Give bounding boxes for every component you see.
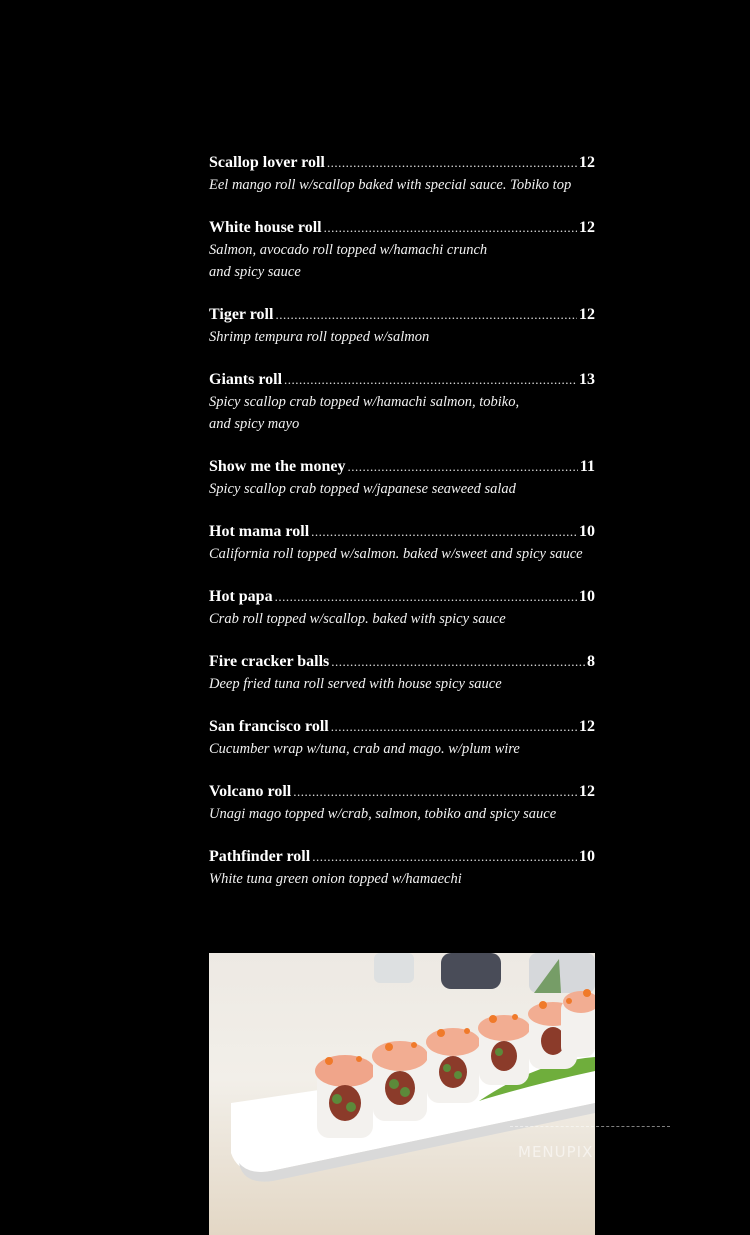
- dot-leader: [347, 456, 577, 478]
- menu-item-description: Cucumber wrap w/tuna, crab and mago. w/plum wire: [209, 741, 520, 757]
- menu-item-header: [209, 651, 595, 673]
- menu-item-price: 12: [579, 154, 595, 171]
- sushi-illustration: [209, 953, 595, 1235]
- menu-list: [209, 152, 595, 911]
- dot-leader: [275, 586, 577, 608]
- menu-item-description: Deep fried tuna roll served with house spicy sauce: [209, 676, 502, 692]
- menu-item: [209, 716, 595, 760]
- dot-leader: [331, 716, 577, 738]
- menu-item-header: [209, 369, 595, 391]
- menu-item-header: [209, 781, 595, 803]
- dot-leader: [311, 521, 577, 543]
- menu-item-price: 10: [579, 523, 595, 540]
- menu-item-header: [209, 586, 595, 608]
- menu-item-header: [209, 217, 595, 239]
- sushi-photo: [209, 953, 595, 1235]
- menu-item-price: 12: [579, 718, 595, 735]
- dot-leader: [324, 217, 577, 239]
- menu-item: [209, 456, 595, 500]
- dot-leader: [284, 369, 577, 391]
- menu-item-price: 10: [579, 588, 595, 605]
- menu-item-price: 13: [579, 371, 595, 388]
- menu-item-name: Pathfinder roll: [209, 848, 311, 865]
- menu-item-description: California roll topped w/salmon. baked w/sweet and spicy sauce: [209, 546, 583, 562]
- menu-item: [209, 521, 595, 565]
- menu-item-description: Spicy scallop crab topped w/japanese seaweed salad: [209, 481, 516, 497]
- menu-item-header: [209, 304, 595, 326]
- menu-item-name: White house roll: [209, 219, 322, 236]
- menu-item-name: Scallop lover roll: [209, 154, 325, 171]
- menu-item-name: Fire cracker balls: [209, 653, 330, 670]
- menu-item-description: White tuna green onion topped w/hamaechi: [209, 871, 462, 887]
- menu-item-name: San francisco roll: [209, 718, 329, 735]
- menu-item-description: Spicy scallop crab topped w/hamachi salmon, tobiko, and spicy mayo: [209, 394, 520, 432]
- menu-item-name: Hot papa: [209, 588, 273, 605]
- menu-item-price: 12: [579, 783, 595, 800]
- menu-item-header: [209, 521, 595, 543]
- menu-item-price: 10: [579, 848, 595, 865]
- watermark: MENUPIX: [510, 1126, 670, 1166]
- menu-item-price: 8: [587, 653, 595, 670]
- menu-item-name: Tiger roll: [209, 306, 274, 323]
- menu-item-header: [209, 846, 595, 868]
- menu-item: [209, 369, 595, 435]
- menu-item: [209, 651, 595, 695]
- menu-item-name: Volcano roll: [209, 783, 292, 800]
- menu-item-header: [209, 456, 595, 478]
- menu-item: [209, 217, 595, 283]
- menu-item-header: [209, 152, 595, 174]
- menu-item-price: 12: [579, 219, 595, 236]
- menu-item-description: Eel mango roll w/scallop baked with special sauce. Tobiko top: [209, 177, 572, 193]
- menu-item-description: Salmon, avocado roll topped w/hamachi crunch and spicy sauce: [209, 242, 488, 280]
- dot-leader: [293, 781, 577, 803]
- dot-leader: [312, 846, 577, 868]
- menu-item-description: Crab roll topped w/scallop. baked with spicy sauce: [209, 611, 506, 627]
- menu-item-name: Giants roll: [209, 371, 283, 388]
- menu-item-description: Unagi mago topped w/crab, salmon, tobiko and spicy sauce: [209, 806, 557, 822]
- menu-item: [209, 781, 595, 825]
- menu-item-name: Show me the money: [209, 458, 346, 475]
- menu-item-price: 12: [579, 306, 595, 323]
- menu-item: [209, 304, 595, 348]
- menu-item-name: Hot mama roll: [209, 523, 310, 540]
- menu-item: [209, 846, 595, 890]
- dot-leader: [275, 304, 577, 326]
- menu-item-header: [209, 716, 595, 738]
- dot-leader: [331, 651, 585, 673]
- menu-item: [209, 152, 595, 196]
- dot-leader: [327, 152, 577, 174]
- menu-item: [209, 586, 595, 630]
- menu-item-description: Shrimp tempura roll topped w/salmon: [209, 329, 430, 345]
- menu-item-price: 11: [579, 458, 595, 475]
